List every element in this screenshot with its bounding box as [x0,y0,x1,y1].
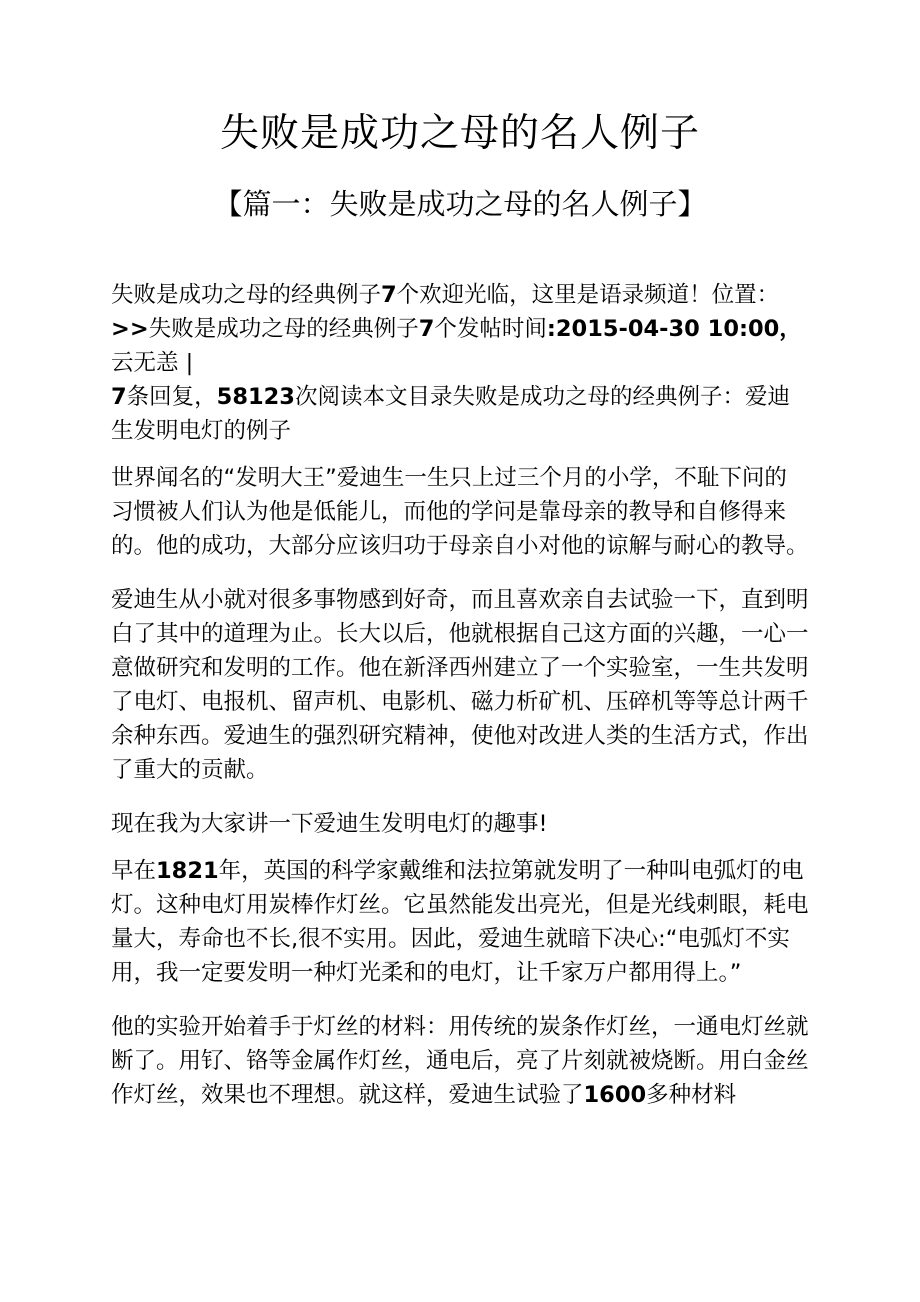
reply-count: 7 [111,384,127,410]
read-count: 58123 [216,384,295,410]
paragraph-5 [111,854,809,990]
bold-year: 1821 [156,858,219,884]
paragraph-2: 世界闻名的“发明大王”爱迪生一生只上过三个月的小学，不耻下问的习惯被人们认为他是低能儿，而他的学问是靠母亲的教导和自修得来的。他的成功，大部分应该归功于母亲自小对他的谅解与耐心的教导。 [111,465,809,559]
text-span: 次阅读本文目录失败是成功之母的经典例子：爱迪生发明电灯的例子 [111,384,790,444]
bold-number: 1600 [583,1082,647,1108]
paragraph-intro [111,278,809,448]
bold-symbol: >> [111,316,149,342]
text-span: 失败是成功之母的经典例子 [111,282,382,308]
article-body [111,278,809,1125]
text-span: 他的实验开始着手于灯丝的材料：用传统的炭条作灯丝，一通电灯丝就断了。用钌、铬等金属作灯丝，通电后，亮了片刻就被烧断。用白金丝作灯丝，效果也不理想。就这样，爱迪生试验了 [111,1014,809,1108]
text-span: 条回复， [126,384,217,410]
document-title: 失败是成功之母的名人例子 [219,111,700,156]
text-span: 早在 [111,858,157,884]
paragraph-4: 现在我为大家讲一下爱迪生发明电灯的趣事! [111,811,548,837]
text-span: 多种材料 [646,1082,737,1108]
bold-number: 7 [418,316,435,342]
paragraph-3: 爱迪生从小就对很多事物感到好奇，而且喜欢亲自去试验一下，直到明白了其中的道理为止。长大以后，他就根据自己这方面的兴趣，一心一意做研究和发明的工作。他在新泽西州建立了一个实验室，一生共发明了电灯、电报机、留声机、电影机、磁力析矿机、压碎机等等总计两千余种东西。爱迪生的强烈研究精神，使他对改进人类的生活方式，作出了重大的贡献。 [111,587,809,783]
paragraph-6 [111,1010,809,1112]
document-subtitle: 【篇一：失败是成功之母的名人例子】 [213,187,707,221]
text-span: 失败是成功之母的经典例子 [148,316,419,342]
post-datetime: :2015-04-30 10:00， [546,316,802,342]
text-span: 个发帖时间 [434,316,547,342]
text-span: 年，英国的科学家戴维和法拉第就发明了一种叫电弧灯的电灯。这种电灯用炭棒作灯丝。它虽然能发出亮光，但是光线刺眼，耗电量大，寿命也不长,很不实用。因此，爱迪生就暗下决心:“电弧灯不实用，我一定要发明一种灯光柔和的电灯，让千家万户都用得上。” [111,858,809,986]
text-span: 个欢迎光临，这里是语录频道！位置： [396,282,780,308]
author-name: 云无恙 | [111,350,194,376]
bold-number: 7 [381,282,397,308]
